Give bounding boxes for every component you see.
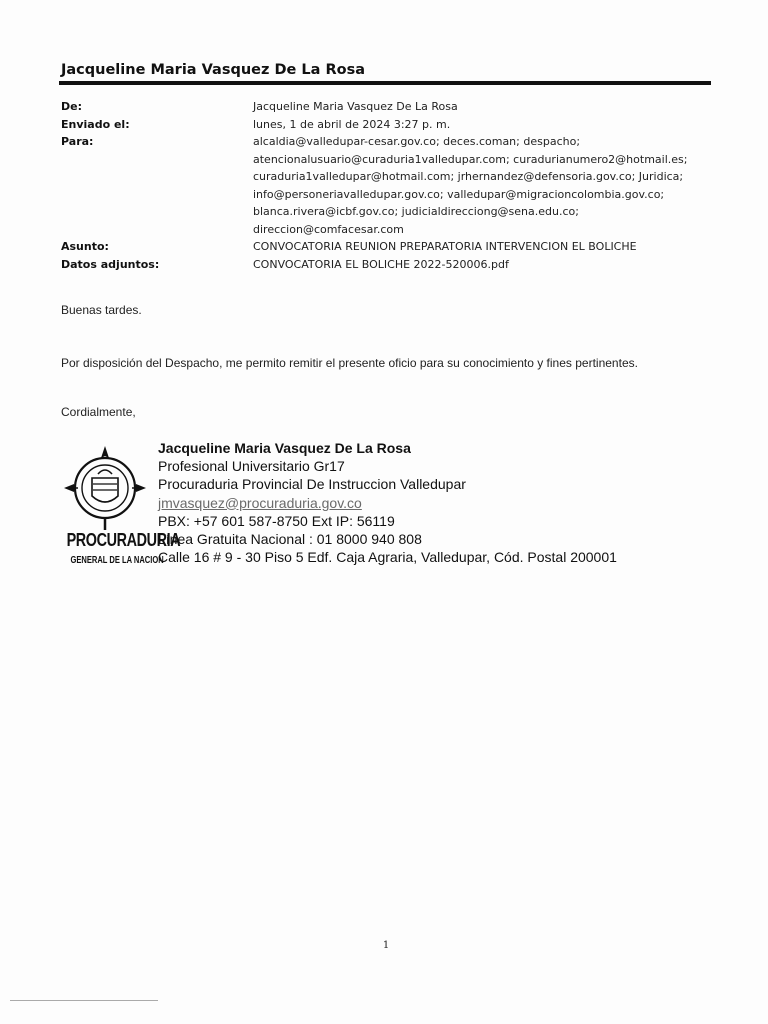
signature-title: Profesional Universitario Gr17 <box>158 458 345 475</box>
email-signature <box>158 439 617 566</box>
to-label: Para: <box>61 135 94 148</box>
signature-office: Procuraduria Provincial De Instruccion Valledupar <box>158 476 466 493</box>
procuraduria-logo <box>57 444 181 576</box>
coat-of-arms-icon <box>62 444 148 530</box>
logo-wordmark-procuraduria: PROCURADURIA <box>66 530 181 550</box>
meta-row-from <box>61 98 721 116</box>
from-value: Jacqueline Maria Vasquez De La Rosa <box>253 100 458 113</box>
meta-row-sent <box>61 116 721 134</box>
attachments-label: Datos adjuntos: <box>61 257 160 271</box>
logo-wordmark-general: GENERAL DE LA NACION <box>70 554 164 566</box>
header-divider <box>59 81 711 85</box>
recipient-line: info@personeriavalledupar.gov.co; valledupar@migracioncolombia.gov.co; <box>253 187 665 201</box>
recipient-line: blanca.rivera@icbf.gov.co; judicialdirecciong@sena.edu.co; <box>253 205 579 218</box>
signature-email-link[interactable]: jmvasquez@procuraduria.gov.co <box>158 494 362 511</box>
subject-value: CONVOCATORIA REUNION PREPARATORIA INTERVENCION EL BOLICHE <box>253 240 637 253</box>
meta-row-subject <box>61 238 721 256</box>
from-label: De: <box>61 100 82 113</box>
meta-row-attachments <box>61 256 721 274</box>
signature-hotline: Línea Gratuita Nacional : 01 8000 940 808 <box>158 531 422 548</box>
closing-text: Cordialmente, <box>61 405 136 419</box>
sent-label: Enviado el: <box>61 117 130 131</box>
recipient-line: direccion@comfacesar.com <box>253 222 404 236</box>
signature-name: Jacqueline Maria Vasquez De La Rosa <box>158 440 411 456</box>
footer-rule <box>10 1000 158 1001</box>
subject-label: Asunto: <box>61 240 109 253</box>
page-number: 1 <box>382 940 390 951</box>
recipient-line: curaduria1valledupar@hotmail.com; jrhernandez@defensoria.gov.co; Juridica; <box>253 170 684 183</box>
attachment-filename: CONVOCATORIA EL BOLICHE 2022-520006.pdf <box>253 257 509 271</box>
signature-address: Calle 16 # 9 - 30 Piso 5 Edf. Caja Agraria, Valledupar, Cód. Postal 200001 <box>158 549 617 566</box>
to-recipients <box>253 133 721 238</box>
email-header-sender: Jacqueline Maria Vasquez De La Rosa <box>61 62 366 78</box>
message-text: Por disposición del Despacho, me permito remitir el presente oficio para su conocimiento y fines pertinentes. <box>61 356 638 370</box>
meta-row-to <box>61 133 721 238</box>
signature-pbx: PBX: +57 601 587-8750 Ext IP: 56119 <box>158 512 395 529</box>
recipient-line: alcaldia@valledupar-cesar.gov.co; deces.coman; despacho; <box>253 135 581 148</box>
email-metadata <box>61 98 721 273</box>
greeting-text: Buenas tardes. <box>61 303 142 317</box>
recipient-line: atencionalusuario@curaduria1valledupar.com; curadurianumero2@hotmail.es; <box>253 152 688 166</box>
sent-value: lunes, 1 de abril de 2024 3:27 p. m. <box>253 117 451 131</box>
